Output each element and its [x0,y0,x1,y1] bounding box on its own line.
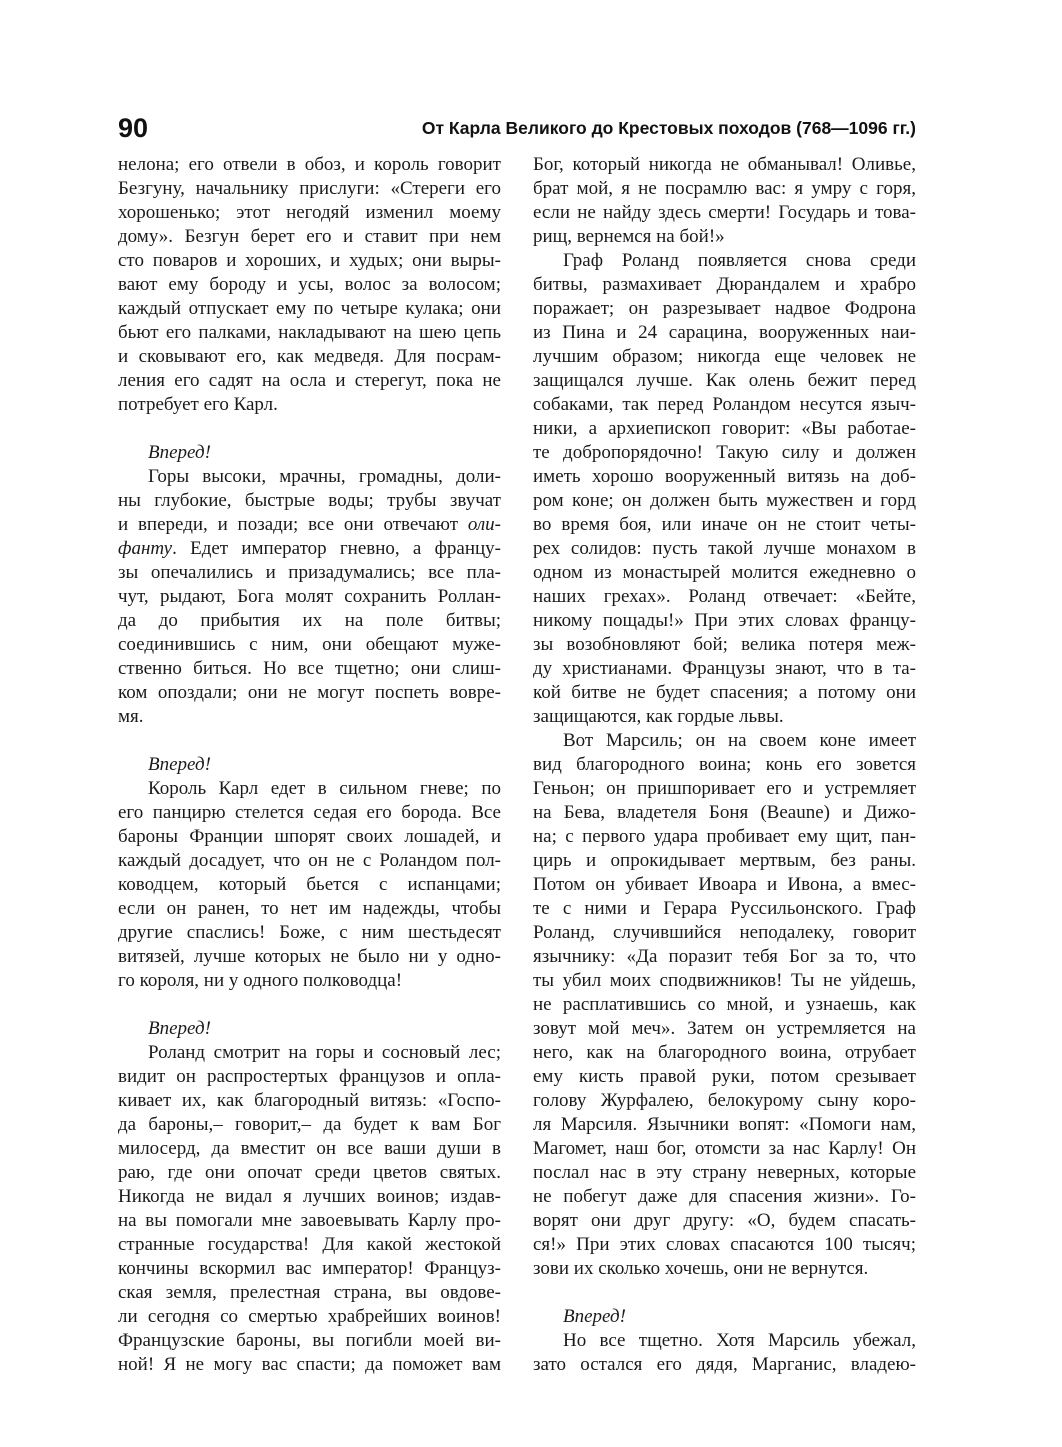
text-line: Потом он убивает Ивоара и Ивона, а вмес- [533,874,916,895]
text-line: защищался лучше. Как олень бежит перед [533,370,916,391]
text-line: кивает их, как благородный витязь: «Госпо- [118,1090,501,1111]
text-line: и сковывают его, как медведя. Для посрам- [118,346,501,367]
text-line: наших грехах». Роланд отвечает: «Бейте, [533,586,916,607]
text-line: ководцем, который бьется с испанцами; [118,874,501,895]
text-line: иметь хорошо вооруженный витязь на доб- [533,466,916,487]
text-line: Безгуну, начальнику прислуги: «Стереги его [118,178,501,199]
text-line: не побегут даже для спасения жизни». Го- [533,1186,916,1207]
text-line: да бароны,– говорит,– да будет к вам Бог [118,1114,501,1135]
running-head: От Карла Великого до Крестовых походов (768—1096 гг.) [421,118,916,138]
text-line: язычнику: «Да поразит тебя Бог за то, что [533,946,916,967]
text-line: вают ему бороду и усы, волос за волосом; [118,274,501,295]
text-line: его панцирю стелется седая его борода. Все [118,802,501,823]
text-line: битвы, размахивает Дюрандалем и храбро [533,274,916,295]
text-line: во время боя, или иначе он не стоит четы- [533,514,916,535]
paragraph-last-line: го короля, ни у одного полководца! [118,970,403,991]
text-line: Магомет, наш бог, отомсти за нас Карлу! Он [533,1138,916,1159]
text-line: зы возобновляют бой; велика потеря меж- [533,634,916,655]
paragraph-last-line: потребует его Карл. [118,394,278,415]
text-line: каждый досадует, что он не с Роландом пол- [118,850,501,871]
paragraph-first-line: Но все тщетно. Хотя Марсиль убежал, [563,1330,916,1351]
text-line: каждый отпускает ему по четыре кулака; они [118,298,501,319]
text-line: ственно биться. Но все тщетно; они слиш- [118,658,501,679]
paragraph-first-line: Вот Марсиль; он на своем коне имеет [563,730,916,751]
text-line: ны глубокие, быстрые воды; трубы звучат [118,490,501,511]
section-heading: Вперед! [148,1018,211,1039]
text-line: лучшим образом; никогда еще человек не [533,346,916,367]
text-line: зовут мой меч». Затем он устремляется на [533,1018,916,1039]
text-line: сто поваров и хороших, и худых; они выры- [118,250,501,271]
text-line: раю, где они опочат среди цветов святых. [118,1162,501,1183]
text-line: собаками, так перед Роландом несутся языч- [533,394,916,415]
text-line: видит он распростертых французов и опла- [118,1066,501,1087]
text-line: на; с первого удара пробивает ему щит, пан- [533,826,916,847]
text-line: ной! Я не могу вас спасти; да поможет вам [118,1354,501,1375]
text-line: кой битве не будет спасения; а потому они [533,682,916,703]
text-line: чут, рыдают, Бога молят сохранить Роллан- [118,586,501,607]
text-line: ля Марсиля. Язычники вопят: «Помоги нам, [533,1114,916,1135]
text-line: послал нас в эту страну неверных, которые [533,1162,916,1183]
paragraph-first-line: Граф Роланд появляется снова среди [563,250,916,271]
text-line: Никогда не видал я лучших воинов; издав- [118,1186,501,1207]
text-line: ком опоздали; они не могут поспеть вовре- [118,682,501,703]
page-number: 90 [118,113,149,143]
text-line: ники, а архиепископ говорит: «Вы работае- [533,418,916,439]
text-line: ли сегодня со смертью храбрейших воинов! [118,1306,501,1327]
text-line: поражает; он разрезывает надвое Фодрона [533,298,916,319]
text-line: те добропорядочно! Такую силу и должен [533,442,916,463]
text-line: из Пина и 24 сарацина, вооруженных наи- [533,322,916,343]
right-column [533,153,916,1377]
paragraph-last-line: зови их сколько хочешь, они не вернутся. [533,1258,869,1279]
text-line: цирь и опрокидывает мертвым, без раны. [533,850,916,871]
paragraph-last-line: мя. [118,706,144,727]
text-line: зы опечалились и призадумались; все пла- [118,562,501,583]
paragraph-gap [118,729,501,753]
paragraph-first-line: Роланд смотрит на горы и сосновый лес; [148,1042,501,1063]
paragraph-gap [118,993,501,1017]
text-line: ему кисть правой руки, потом срезывает [533,1066,916,1087]
text-line: фанту. Едет император гневно, а францу- [118,538,501,559]
text-line: вид благородного воина; конь его зовется [533,754,916,775]
text-line: на вы помогали мне завоевывать Карлу про- [118,1210,501,1231]
text-line: брат мой, я не посрамлю вас: я умру с горя, [533,178,916,199]
text-line: ду христианами. Французы знают, что в та- [533,658,916,679]
text-line: странные государства! Для какой жестокой [118,1234,501,1255]
text-line: если он ранен, то нет им надежды, чтобы [118,898,501,919]
italic-word: оли- [467,514,501,535]
text-line: витязей, лучше которых не было ни у одно- [118,946,501,967]
section-heading: Вперед! [148,754,211,775]
text-line: другие спаслись! Боже, с ним шестьдесят [118,922,501,943]
text-line: соединившись с ним, они обещают муже- [118,634,501,655]
text-line: нелона; его отвели в обоз, и король говорит [118,154,501,175]
section-heading: Вперед! [148,442,211,463]
text-line: зато остался его дядя, Марганис, владею- [533,1354,916,1375]
paragraph-last-line: рищ, вернемся на бой!» [533,226,725,247]
text-line: дому». Безгун берет его и ставит при нем [118,226,501,247]
text-line: Французские бароны, вы погибли моей ви- [118,1330,501,1351]
left-column [118,153,501,1377]
paragraph-first-line: Горы высоки, мрачны, громадны, доли- [148,466,501,487]
text-line: если не найду здесь смерти! Государь и това- [533,202,916,223]
text-line: Роланд, случившийся неподалеку, говорит [533,922,916,943]
text-line: не расплатившись со мной, и узнаешь, как [533,994,916,1015]
text-line: хорошенько; этот негодяй изменил моему [118,202,501,223]
text-line: ты убил моих сподвижников! Ты не уйдешь, [533,970,916,991]
text-line: бароны Франции шпорят своих лошадей, и [118,826,501,847]
text-line: ром коне; он должен быть мужествен и горд [533,490,916,511]
text-line: милосерд, да вместит он все ваши души в [118,1138,501,1159]
text-line: никому пощады!» При этих словах францу- [533,610,916,631]
text-line: Геньон; он пришпоривает его и устремляет [533,778,916,799]
paragraph-first-line: Король Карл едет в сильном гневе; по [148,778,501,799]
text-line: ления его садят на осла и стерегут, пока не [118,370,501,391]
text-line: ская земля, прелестная страна, вы овдове- [118,1282,501,1303]
paragraph-gap [118,417,501,441]
text-line: него, как на благородного воина, отрубает [533,1042,916,1063]
paragraph-last-line: защищаются, как гордые львы. [533,706,784,727]
text-line: ся!» При этих словах спасаются 100 тысяч; [533,1234,916,1255]
section-heading: Вперед! [563,1306,626,1327]
paragraph-gap [533,1281,916,1305]
text-line: рех солидов: пусть такой лучше монахом в [533,538,916,559]
text-line: кончины вскормил вас император! Француз- [118,1258,501,1279]
text-line: ворят они друг другу: «О, будем спасать- [533,1210,916,1231]
italic-word: фанту [118,538,173,559]
text-line: да до прибытия их на поле битвы; [118,610,501,631]
text-line: одном из монастырей молится ежедневно о [533,562,916,583]
text-line: Бог, который никогда не обманывал! Оливье, [533,154,916,175]
text-line: бьют его палками, накладывают на шею цепь [118,322,501,343]
text-line: те с ними и Герара Руссильонского. Граф [533,898,916,919]
text-line: на Бева, владетеля Боня (Beaune) и Дижо- [533,802,916,823]
text-line: голову Журфалею, белокурому сыну коро- [533,1090,916,1111]
text-line: и впереди, и позади; все они отвечают оли- [118,514,501,535]
